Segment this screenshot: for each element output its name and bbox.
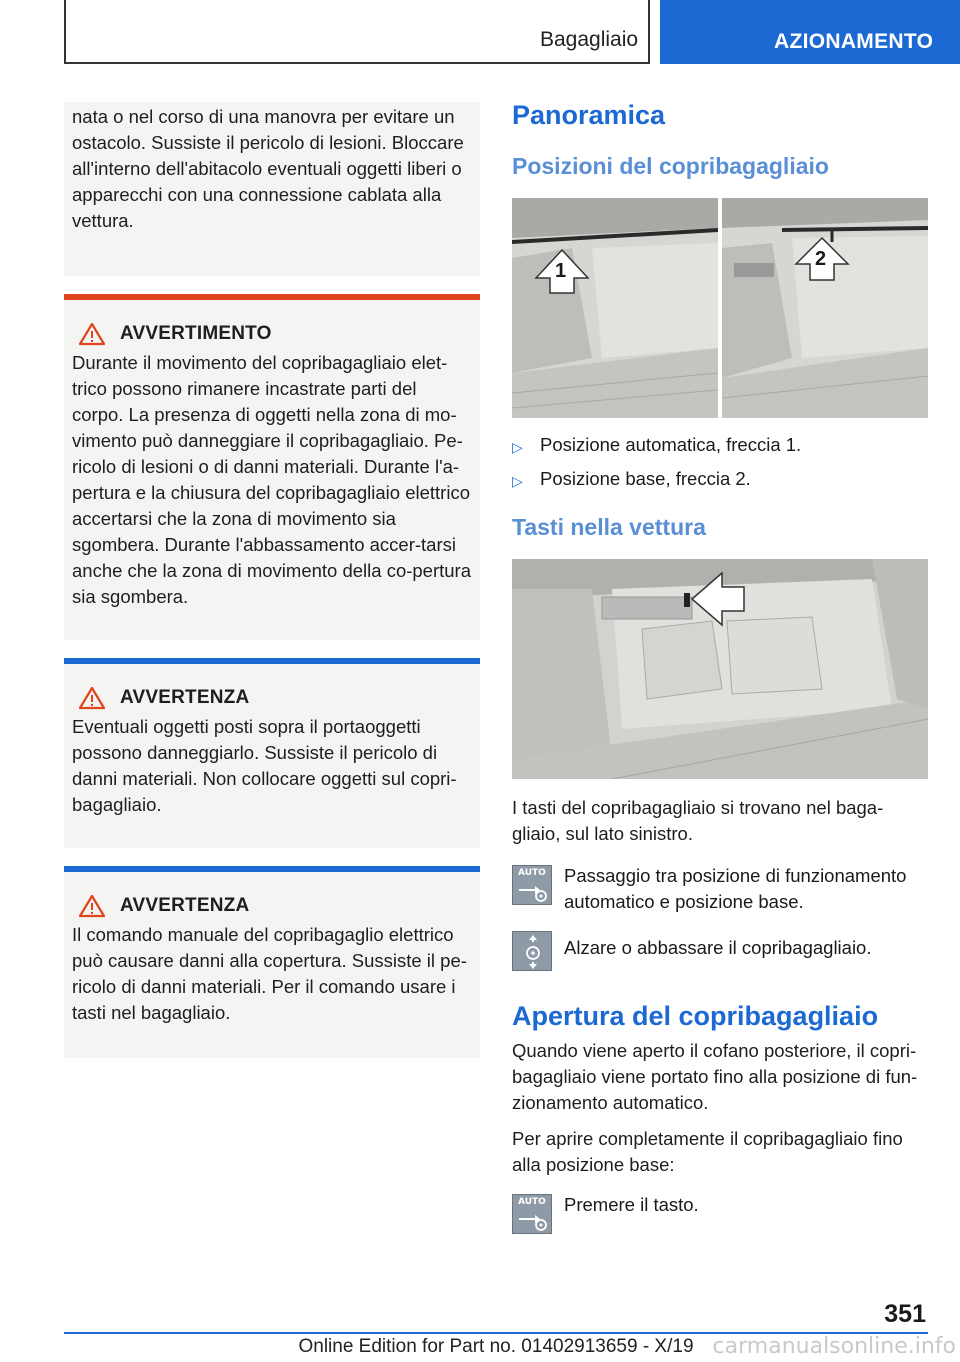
chapter-tab[interactable]: AZIONAMENTO bbox=[660, 0, 960, 64]
notice-title: AVVERTENZA bbox=[120, 895, 250, 916]
page-number: 351 bbox=[884, 1300, 926, 1328]
opening-text-1: Quando viene aperto il cofano posteriore, il copri-bagagliaio viene portato fino alla posizione di fun-zionamento automatico. bbox=[512, 1040, 918, 1113]
watermark: carmanualsonline.info bbox=[712, 1334, 956, 1359]
arrow-label-1: 1 bbox=[555, 260, 567, 282]
heading-positions: Posizioni del copribagagliaio bbox=[512, 153, 829, 179]
key3-text: Premere il tasto. bbox=[564, 1194, 699, 1215]
key2-text: Alzare o abbassare il copribagagliaio. bbox=[564, 937, 872, 958]
key-row-updown bbox=[512, 929, 928, 971]
key-row-press bbox=[512, 1192, 928, 1234]
up-down-button-icon bbox=[512, 931, 552, 971]
notice-text: Eventuali oggetti posti sopra il portaoggetti possono danneggiarlo. Sussiste il pericolo di danni materiali. Non collocare oggetti sul copri-bagagliaio. bbox=[72, 716, 457, 815]
heading-overview: Panoramica bbox=[512, 100, 666, 130]
notice-box-1 bbox=[64, 658, 480, 848]
section-title: Bagagliaio bbox=[540, 28, 639, 51]
photo-base-position bbox=[722, 198, 928, 418]
right-column bbox=[512, 100, 928, 1234]
arrow-label-2: 2 bbox=[815, 248, 827, 270]
notice-text: Il comando manuale del copribagaglio elettrico può causare danni alla copertura. Sussiste il pe-ricolo di danni materiali. Per il comando usare i tasti nel bagagliaio. bbox=[72, 924, 467, 1023]
warning-triangle-icon bbox=[78, 686, 106, 710]
position-list bbox=[512, 432, 928, 494]
left-column bbox=[64, 102, 480, 1058]
warning-text: Durante il movimento del copribagagliaio elet-trico possono rimanere incastrate parti del corpo. La presenza di oggetti nella zona di mo-vimento può danneggiare il copribagagliaio. Pe-ricolo di lesioni o di danni materiali. Durante l'a-pertura e la chiusura del copribagagliaio elettrico accertarsi che la zona di movimento sia sgombera. Durante l'abbassamento accer-tarsi anche che la zona di movimento della co-pertura sia sgombera. bbox=[72, 352, 472, 607]
key1-text: Passaggio tra posizione di funzionamento automatico e posizione base. bbox=[564, 865, 907, 912]
trunk-photo-1 bbox=[512, 198, 718, 418]
key-row-auto bbox=[512, 863, 928, 915]
continued-text: nata o nel corso di una manovra per evitare un ostacolo. Sussiste il pericolo di lesioni. Bloccare all'interno dell'abitacolo eventuali oggetti liberi o apparecchi con una connessione cablata alla vettura. bbox=[72, 106, 464, 231]
warning-title: AVVERTIMENTO bbox=[120, 323, 272, 344]
auto-button-icon: AUTO bbox=[512, 1194, 552, 1234]
warning-triangle-icon bbox=[78, 894, 106, 918]
warning-triangle-icon bbox=[78, 322, 106, 346]
triangle-bullet-icon: ▷ bbox=[512, 439, 523, 455]
trunk-photo-2 bbox=[722, 198, 928, 418]
list-item: ▷ Posizione automatica, freccia 1. bbox=[512, 432, 928, 460]
list-item: ▷ Posizione base, freccia 2. bbox=[512, 466, 928, 494]
heading-opening: Apertura del copribagagliaio bbox=[512, 1001, 879, 1031]
photo-automatic-position bbox=[512, 198, 718, 418]
warning-box bbox=[64, 294, 480, 640]
notice-box-2 bbox=[64, 866, 480, 1058]
auto-button-icon: AUTO bbox=[512, 865, 552, 905]
triangle-bullet-icon: ▷ bbox=[512, 473, 523, 489]
opening-text-2: Per aprire completamente il copribagagliaio fino alla posizione base: bbox=[512, 1128, 903, 1175]
heading-buttons: Tasti nella vettura bbox=[512, 514, 706, 540]
continued-warning-box bbox=[64, 102, 480, 276]
photo-buttons-location bbox=[512, 559, 928, 779]
buttons-text: I tasti del copribagagliaio si trovano nel baga-gliaio, sul lato sinistro. bbox=[512, 797, 884, 844]
trunk-photo-3 bbox=[512, 559, 928, 779]
notice-title: AVVERTENZA bbox=[120, 687, 250, 708]
edition-note: Online Edition for Part no. 01402913659 - X/19 bbox=[298, 1336, 694, 1357]
